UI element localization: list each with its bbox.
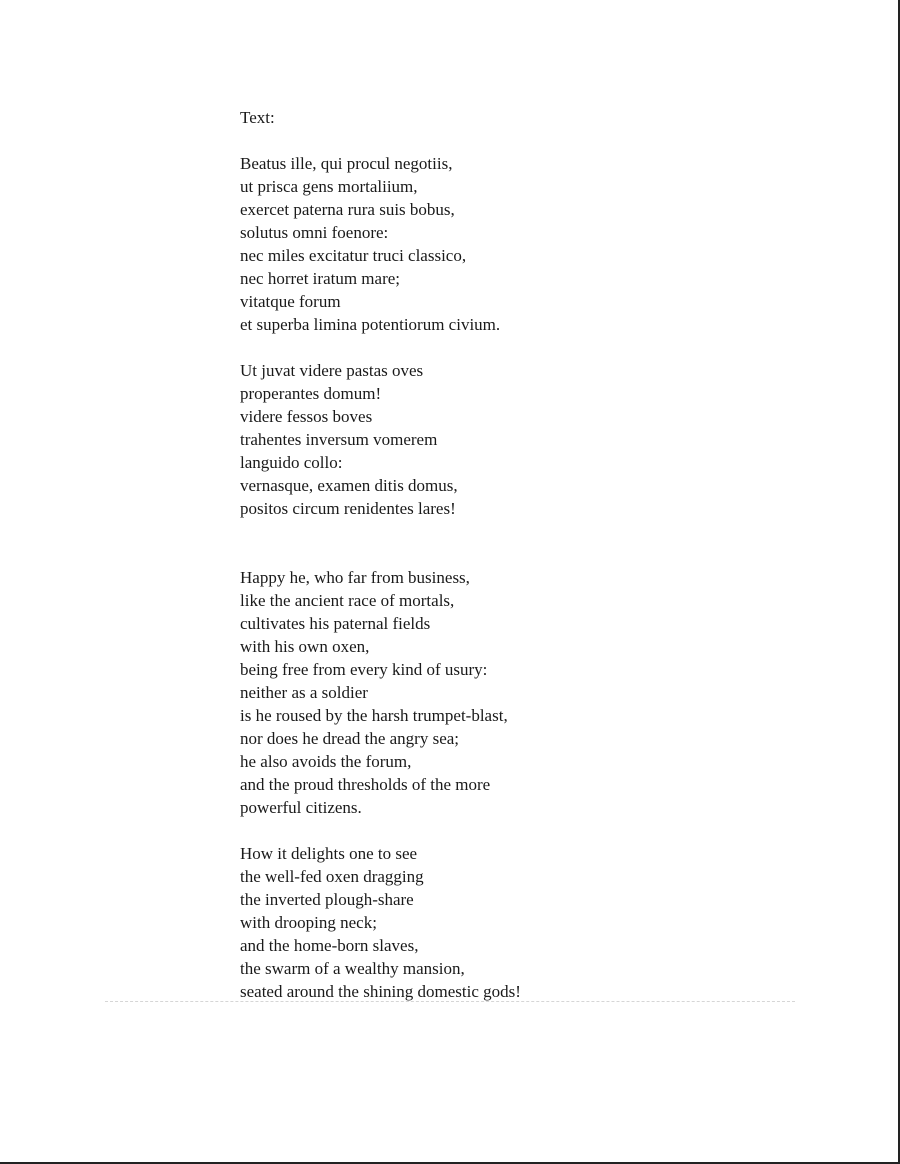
verse-line: ut prisca gens mortaliium,: [240, 177, 418, 196]
verse-line: vitatque forum: [240, 292, 341, 311]
verse-line: nec horret iratum mare;: [240, 269, 401, 288]
verse-line: the well-fed oxen dragging: [240, 867, 424, 886]
verse-line: being free from every kind of usury:: [240, 660, 488, 679]
verse-line: powerful citizens.: [240, 798, 362, 817]
page-break-separator: [105, 1001, 795, 1002]
verse-line: the inverted plough-share: [240, 890, 414, 909]
verse-line: solutus omni foenore:: [240, 223, 389, 242]
verse-line: with drooping neck;: [240, 913, 377, 932]
verse-line: and the proud thresholds of the more: [240, 775, 491, 794]
english-stanza-2: [240, 842, 800, 1003]
verse-line: How it delights one to see: [240, 844, 418, 863]
verse-line: he also avoids the forum,: [240, 752, 412, 771]
verse-line: videre fessos boves: [240, 407, 373, 426]
verse-line: trahentes inversum vomerem: [240, 430, 438, 449]
verse-line: is he roused by the harsh trumpet-blast,: [240, 706, 508, 725]
verse-line: seated around the shining domestic gods!: [240, 982, 521, 1001]
verse-line: Ut juvat videre pastas oves: [240, 361, 424, 380]
verse-line: Beatus ille, qui procul negotiis,: [240, 154, 453, 173]
latin-stanza-2: [240, 359, 800, 520]
verse-line: with his own oxen,: [240, 637, 370, 656]
verse-line: nec miles excitatur truci classico,: [240, 246, 467, 265]
verse-line: vernasque, examen ditis domus,: [240, 476, 458, 495]
verse-line: exercet paterna rura suis bobus,: [240, 200, 455, 219]
verse-line: positos circum renidentes lares!: [240, 499, 456, 518]
verse-line: nor does he dread the angry sea;: [240, 729, 460, 748]
verse-line: like the ancient race of mortals,: [240, 591, 455, 610]
verse-line: properantes domum!: [240, 384, 382, 403]
verse-line: languido collo:: [240, 453, 343, 472]
latin-stanza-1: [240, 152, 800, 336]
text-heading: Text:: [240, 108, 275, 127]
document-body: [240, 106, 800, 1026]
verse-line: Happy he, who far from business,: [240, 568, 470, 587]
verse-line: et superba limina potentiorum civium.: [240, 315, 501, 334]
verse-line: and the home-born slaves,: [240, 936, 419, 955]
verse-line: cultivates his paternal fields: [240, 614, 431, 633]
verse-line: the swarm of a wealthy mansion,: [240, 959, 465, 978]
english-stanza-1: [240, 566, 800, 819]
verse-line: neither as a soldier: [240, 683, 368, 702]
